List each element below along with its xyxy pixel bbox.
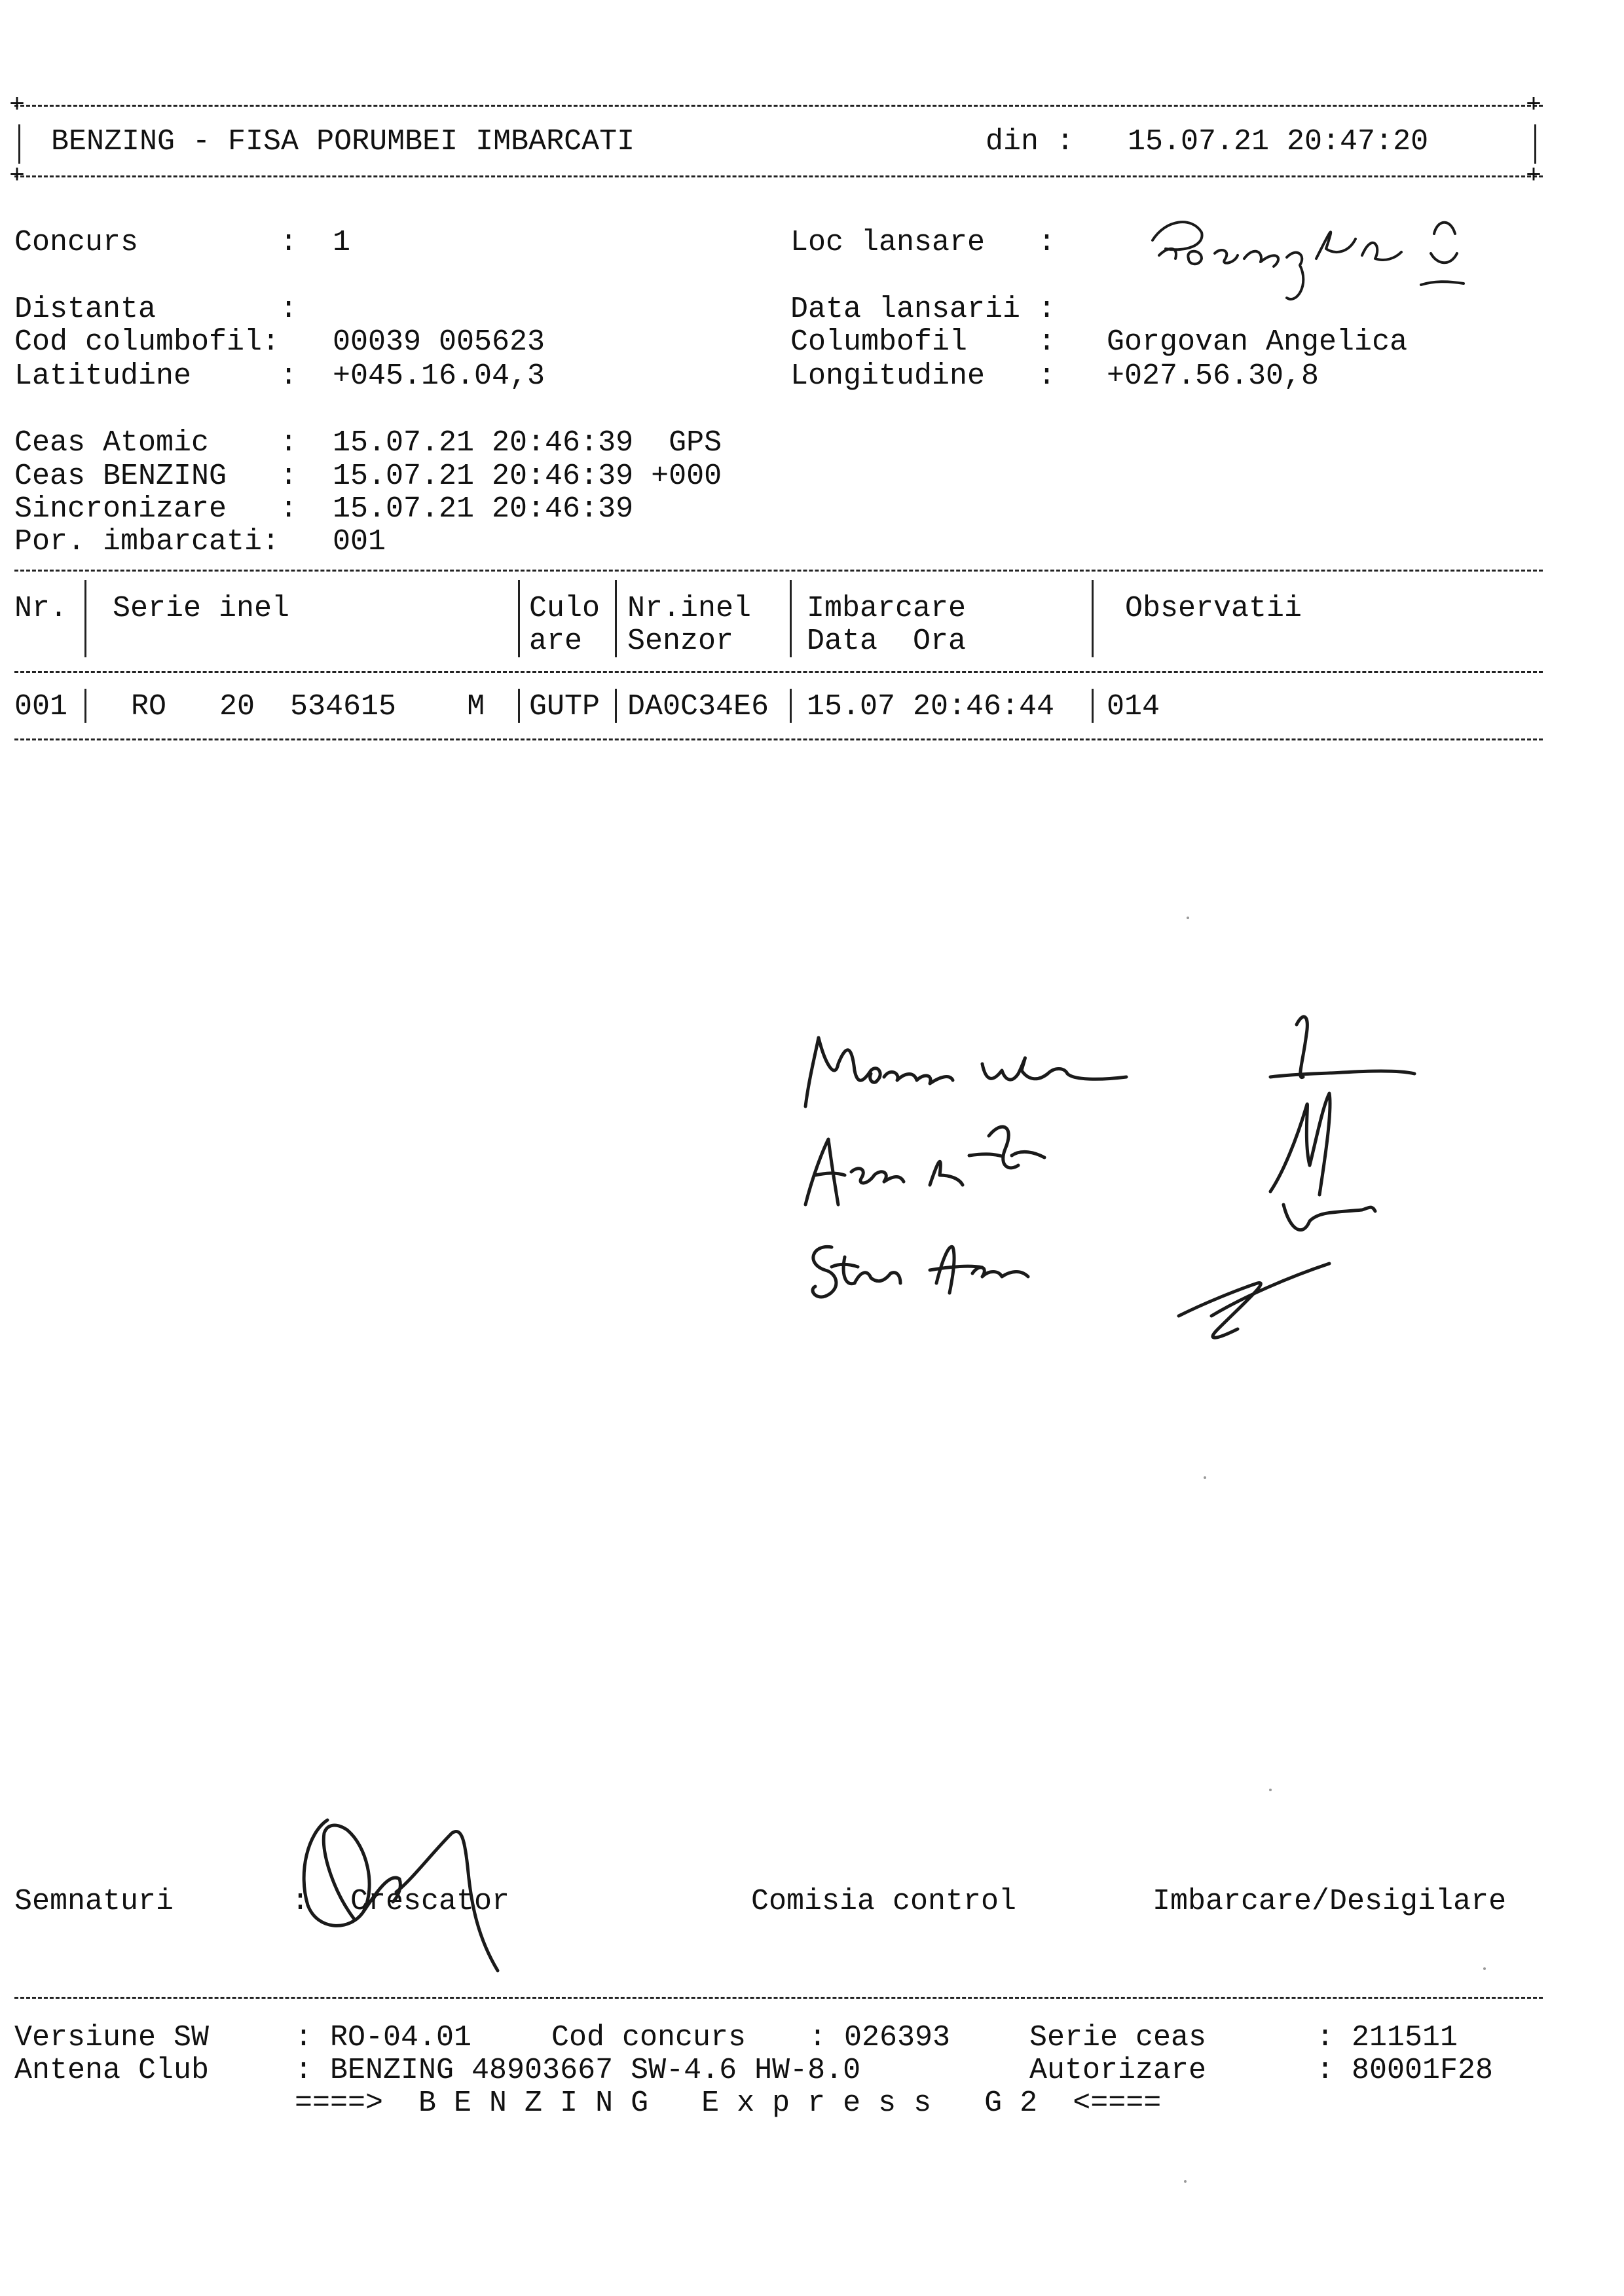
versiune-value: : RO-04.01 [295,2021,472,2054]
col-sep-5 [1092,580,1094,657]
semnaturi-label: Semnaturi [14,1885,174,1918]
row-serie: RO 20 534615 M [131,690,485,723]
sincronizare-value: 15.07.21 20:46:39 [333,492,634,526]
row-observatii: 014 [1107,690,1160,723]
row-nr: 001 [14,690,68,723]
scan-speck [1483,1967,1486,1970]
header-corner: + [9,162,26,191]
loc-lansare-label: Loc lansare : [790,226,1056,259]
commission-signatures [786,1008,1467,1388]
serie-ceas-value: : 211511 [1316,2021,1458,2054]
antena-label: Antena Club [14,2054,210,2087]
antena-value: : BENZING 48903667 SW-4.6 HW-8.0 [295,2054,861,2087]
scan-speck [1187,917,1189,919]
cod-concurs-label: Cod concurs [551,2021,747,2054]
por-imbarcati-label: Por. imbarcati: [14,525,280,558]
benzing-banner: ====> B E N Z I N G E x p r e s s G 2 <==== [295,2086,1162,2120]
loc-lansare-handwritten [1139,193,1493,318]
ceas-atomic-value: 15.07.21 20:46:39 GPS [333,426,722,460]
longitudine-label: Longitudine : [790,359,1056,393]
cod-concurs-value: : 026393 [809,2021,951,2054]
header-top-rule [14,105,1543,107]
table-header-rule [14,671,1543,673]
row-culoare: GUTP [529,690,600,723]
col-header-nrinel: Nr.inel [627,592,752,625]
ceas-benzing-label: Ceas BENZING : [14,460,298,493]
autorizare-label: Autorizare [1029,2054,1207,2087]
latitudine-label: Latitudine : [14,359,298,393]
col-header-imbarcare: Imbarcare [807,592,967,625]
header-corner: + [1526,91,1542,120]
col-header-nr: Nr. [14,592,68,625]
col-header-observatii: Observatii [1125,592,1302,625]
columbofil-value: Gorgovan Angelica [1107,325,1408,359]
concurs-value: 1 [333,226,351,259]
col-header-culoare-2: are [529,625,583,658]
cod-columbofil-value: 00039 005623 [333,325,545,359]
row-sep [1092,689,1094,723]
col-header-serie: Serie inel [113,592,290,625]
latitudine-value: +045.16.04,3 [333,359,545,393]
row-sep [84,689,86,723]
col-sep-3 [615,580,617,657]
scan-speck [1184,2180,1187,2183]
col-sep-1 [84,580,86,657]
crescator-label: Crescator [350,1885,510,1918]
distanta-label: Distanta : [14,293,298,326]
row-sep [615,689,617,723]
comisia-label: Comisia control [751,1885,1017,1918]
header-corner: + [9,91,26,120]
serie-ceas-label: Serie ceas [1029,2021,1207,2054]
document-title: BENZING - FISA PORUMBEI IMBARCATI [51,125,635,158]
scan-speck [1204,1476,1206,1479]
table-bottom-rule [14,738,1543,740]
table-top-rule [14,570,1543,572]
row-nrinel: DA0C34E6 [627,690,769,723]
col-header-culoare: Culo [529,592,600,625]
sincronizare-label: Sincronizare : [14,492,298,526]
autorizare-value: : 80001F28 [1316,2054,1494,2087]
col-sep-4 [790,580,792,657]
columbofil-label: Columbofil : [790,325,1056,359]
col-sep-2 [518,580,520,657]
versiune-label: Versiune SW [14,2021,210,2054]
row-sep [518,689,520,723]
semnaturi-colon: : [291,1885,310,1918]
row-imbarcare: 15.07 20:46:44 [807,690,1055,723]
printed-timestamp: 15.07.21 20:47:20 [1128,125,1429,158]
ceas-benzing-value: 15.07.21 20:46:39 +000 [333,460,722,493]
header-corner: + [1526,162,1542,191]
cod-columbofil-label: Cod columbofil: [14,325,280,359]
col-header-nrinel-2: Senzor [627,625,734,658]
concurs-label: Concurs : [14,226,298,259]
col-header-imbarcare-2: Data Ora [807,625,967,658]
scan-speck [1269,1789,1272,1791]
din-label: din : [986,125,1075,158]
header-right-bar [1534,124,1536,164]
longitudine-value: +027.56.30,8 [1107,359,1320,393]
header-left-bar [18,124,20,164]
imbarcare-desigilare-label: Imbarcare/Desigilare [1153,1885,1507,1918]
row-sep [790,689,792,723]
por-imbarcati-value: 001 [333,525,386,558]
ceas-atomic-label: Ceas Atomic : [14,426,298,460]
footer-rule [14,1997,1543,1999]
header-bottom-rule [14,175,1543,177]
crescator-signature [288,1794,537,1990]
data-lansarii-label: Data lansarii : [790,293,1056,326]
